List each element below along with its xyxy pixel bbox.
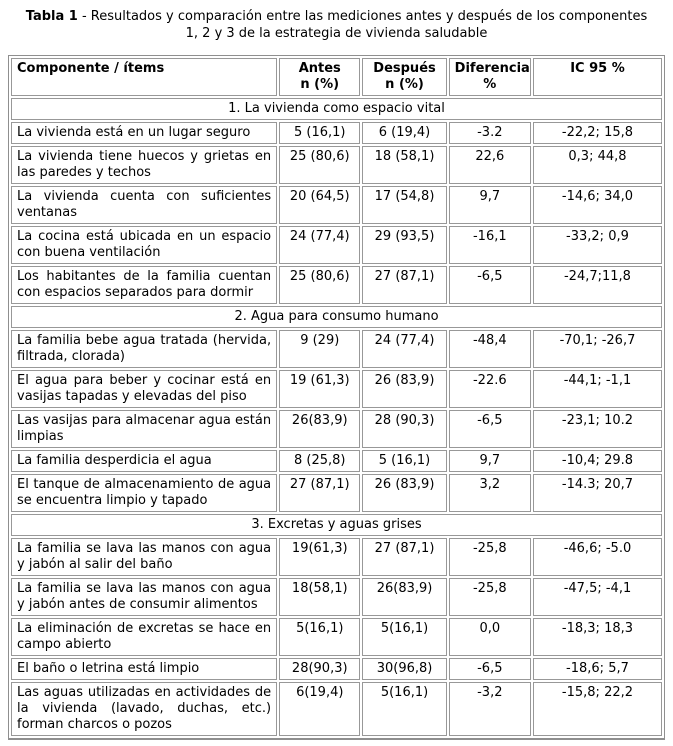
header-antes-line2: n (%) <box>300 77 340 92</box>
section-heading: 3. Excretas y aguas grises <box>11 514 662 536</box>
cell-diferencia: -6,5 <box>449 266 531 304</box>
cell-antes: 19(61,3) <box>279 538 360 576</box>
cell-despues: 24 (77,4) <box>362 330 446 368</box>
cell-item: La cocina está ubicada en un espacio con buena ventilación <box>11 226 277 264</box>
cell-item: Las aguas utilizadas en actividades de la vivienda (lavado, duchas, etc.) forman charcos o pozos <box>11 682 277 736</box>
section-heading: 2. Agua para consumo humano <box>11 306 662 328</box>
cell-diferencia: 0,0 <box>449 618 531 656</box>
header-componente: Componente / ítems <box>11 58 277 96</box>
cell-item: La eliminación de excretas se hace en campo abierto <box>11 618 277 656</box>
header-antes <box>279 58 360 96</box>
cell-despues: 29 (93,5) <box>362 226 446 264</box>
header-ic95: IC 95 % <box>533 58 662 96</box>
cell-despues: 5(16,1) <box>362 682 446 736</box>
cell-despues: 30(96,8) <box>362 658 446 680</box>
cell-item: La familia bebe agua tratada (hervida, filtrada, clorada) <box>11 330 277 368</box>
cell-antes: 24 (77,4) <box>279 226 360 264</box>
cell-item: El agua para beber y cocinar está en vasijas tapadas y elevadas del piso <box>11 370 277 408</box>
cell-item: La vivienda cuenta con suficientes ventanas <box>11 186 277 224</box>
cell-antes: 25 (80,6) <box>279 146 360 184</box>
header-despues <box>362 58 446 96</box>
cell-despues: 27 (87,1) <box>362 538 446 576</box>
cell-antes: 8 (25,8) <box>279 450 360 472</box>
cell-ic95: -70,1; -26,7 <box>533 330 662 368</box>
cell-antes: 19 (61,3) <box>279 370 360 408</box>
table-row <box>11 474 662 512</box>
cell-diferencia: 22,6 <box>449 146 531 184</box>
header-despues-line2: n (%) <box>385 77 424 92</box>
cell-ic95: -47,5; -4,1 <box>533 578 662 616</box>
table-row <box>11 330 662 368</box>
header-diferencia-line1: Diferencia <box>454 61 530 76</box>
table-caption-text-line2: 1, 2 y 3 de la estrategia de vivienda saludable <box>185 26 488 41</box>
section-heading-row <box>11 514 662 536</box>
cell-despues: 17 (54,8) <box>362 186 446 224</box>
cell-diferencia: -6,5 <box>449 410 531 448</box>
table-row <box>11 658 662 680</box>
cell-diferencia: -3,2 <box>449 682 531 736</box>
table-row <box>11 578 662 616</box>
cell-ic95: -33,2; 0,9 <box>533 226 662 264</box>
cell-diferencia: -48,4 <box>449 330 531 368</box>
cell-ic95: -44,1; -1,1 <box>533 370 662 408</box>
table-row <box>11 538 662 576</box>
cell-diferencia: -22.6 <box>449 370 531 408</box>
table-row <box>11 450 662 472</box>
table-row <box>11 226 662 264</box>
cell-despues: 28 (90,3) <box>362 410 446 448</box>
cell-despues: 5 (16,1) <box>362 450 446 472</box>
section-heading-row <box>11 306 662 328</box>
header-antes-line1: Antes <box>298 61 341 76</box>
cell-diferencia: -25,8 <box>449 578 531 616</box>
table-header-row <box>11 58 662 96</box>
cell-item: La vivienda está en un lugar seguro <box>11 122 277 144</box>
cell-ic95: -24,7;11,8 <box>533 266 662 304</box>
cell-diferencia: 9,7 <box>449 450 531 472</box>
table-caption <box>17 8 657 42</box>
cell-ic95: -23,1; 10.2 <box>533 410 662 448</box>
header-diferencia-line2: % <box>483 77 497 92</box>
cell-item: La familia desperdicia el agua <box>11 450 277 472</box>
table-row <box>11 146 662 184</box>
header-despues-line1: Después <box>373 61 436 76</box>
cell-antes: 9 (29) <box>279 330 360 368</box>
cell-antes: 28(90,3) <box>279 658 360 680</box>
cell-item: El baño o letrina está limpio <box>11 658 277 680</box>
table-caption-text-line1: - Resultados y comparación entre las mediciones antes y después de los componentes <box>77 9 648 24</box>
results-table <box>8 55 665 740</box>
cell-antes: 27 (87,1) <box>279 474 360 512</box>
cell-diferencia: -3.2 <box>449 122 531 144</box>
table-row <box>11 370 662 408</box>
cell-item: La vivienda tiene huecos y grietas en las paredes y techos <box>11 146 277 184</box>
cell-antes: 26(83,9) <box>279 410 360 448</box>
cell-ic95: -10,4; 29.8 <box>533 450 662 472</box>
cell-ic95: -15,8; 22,2 <box>533 682 662 736</box>
table-row <box>11 266 662 304</box>
cell-item: La familia se lava las manos con agua y jabón antes de consumir alimentos <box>11 578 277 616</box>
table-row <box>11 122 662 144</box>
cell-diferencia: 9,7 <box>449 186 531 224</box>
section-heading-row <box>11 98 662 120</box>
cell-antes: 20 (64,5) <box>279 186 360 224</box>
cell-antes: 25 (80,6) <box>279 266 360 304</box>
cell-despues: 18 (58,1) <box>362 146 446 184</box>
cell-diferencia: -25,8 <box>449 538 531 576</box>
table-row <box>11 682 662 736</box>
cell-despues: 26 (83,9) <box>362 370 446 408</box>
cell-ic95: -18,6; 5,7 <box>533 658 662 680</box>
cell-antes: 18(58,1) <box>279 578 360 616</box>
cell-despues: 6 (19,4) <box>362 122 446 144</box>
cell-item: Los habitantes de la familia cuentan con espacios separados para dormir <box>11 266 277 304</box>
cell-despues: 27 (87,1) <box>362 266 446 304</box>
cell-ic95: -18,3; 18,3 <box>533 618 662 656</box>
cell-ic95: -22,2; 15,8 <box>533 122 662 144</box>
table-row <box>11 618 662 656</box>
cell-despues: 5(16,1) <box>362 618 446 656</box>
cell-item: Las vasijas para almacenar agua están limpias <box>11 410 277 448</box>
cell-antes: 5 (16,1) <box>279 122 360 144</box>
table-row <box>11 186 662 224</box>
table-caption-label: Tabla 1 <box>25 9 78 24</box>
cell-diferencia: -16,1 <box>449 226 531 264</box>
cell-diferencia: -6,5 <box>449 658 531 680</box>
cell-ic95: -14,6; 34,0 <box>533 186 662 224</box>
cell-despues: 26 (83,9) <box>362 474 446 512</box>
cell-antes: 5(16,1) <box>279 618 360 656</box>
cell-ic95: -46,6; -5.0 <box>533 538 662 576</box>
cell-diferencia: 3,2 <box>449 474 531 512</box>
cell-ic95: -14.3; 20,7 <box>533 474 662 512</box>
table-row <box>11 410 662 448</box>
cell-item: El tanque de almacenamiento de agua se encuentra limpio y tapado <box>11 474 277 512</box>
cell-item: La familia se lava las manos con agua y jabón al salir del baño <box>11 538 277 576</box>
cell-antes: 6(19,4) <box>279 682 360 736</box>
cell-ic95: 0,3; 44,8 <box>533 146 662 184</box>
section-heading: 1. La vivienda como espacio vital <box>11 98 662 120</box>
cell-despues: 26(83,9) <box>362 578 446 616</box>
header-diferencia <box>449 58 531 96</box>
